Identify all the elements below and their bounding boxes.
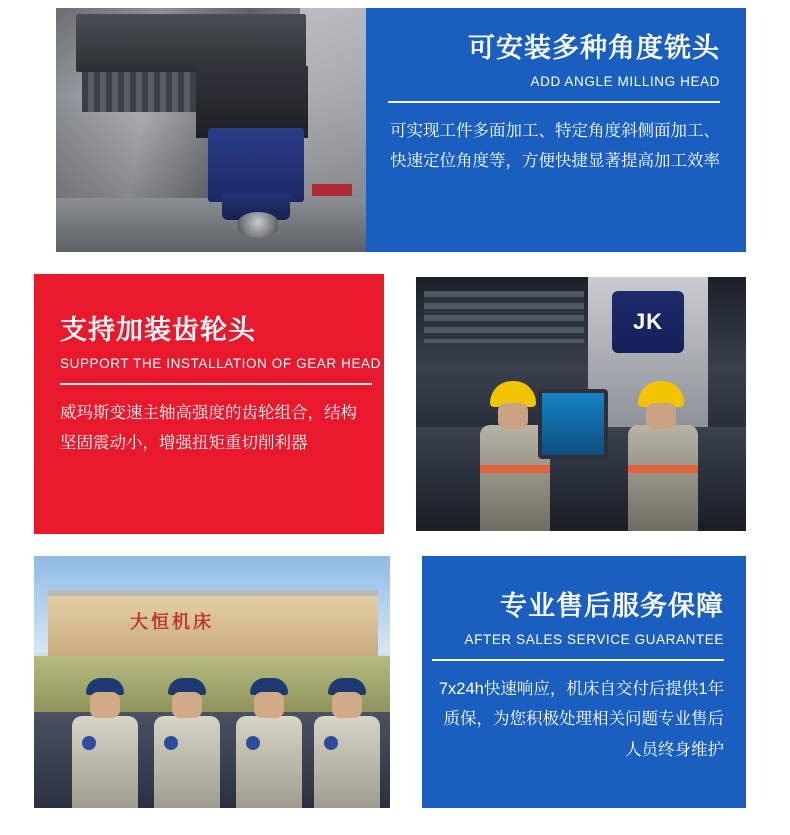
uniform [154, 716, 220, 808]
section-title-cn: 专业售后服务保障 [500, 591, 724, 621]
machine-crossbeam [76, 14, 306, 72]
section-body-cn: 可实现工件多面加工、特定角度斜侧面加工、快速定位角度等，方便快捷显著提高加工效率 [390, 121, 720, 171]
control-panel-screen [538, 389, 608, 459]
machine-rail [424, 291, 584, 343]
section-title-cn: 支持加装齿轮头 [60, 315, 256, 345]
uniform [314, 716, 380, 808]
worker-right [626, 381, 704, 531]
company-badge-icon [82, 736, 96, 750]
factory-sign-text: 大恒机床 [130, 612, 214, 632]
team-member [232, 678, 306, 808]
section-after-sales [34, 556, 746, 808]
angle-milling-head [208, 128, 304, 202]
section-title-en: ADD ANGLE MILLING HEAD [530, 73, 720, 89]
worker-uniform [628, 425, 698, 531]
team-member [68, 678, 142, 808]
floor-marking [312, 184, 352, 196]
section-title-en: AFTER SALES SERVICE GUARANTEE [464, 631, 724, 647]
workshop-floor [56, 198, 366, 252]
title-divider [388, 101, 720, 103]
section-body-cn: 威玛斯变速主轴高强度的齿轮组合，结构坚固震动小，增强扭矩重切削利器 [60, 403, 357, 453]
photo-gear-head-operation [416, 277, 746, 531]
text-panel-angle-milling-head [366, 8, 746, 252]
member-face [172, 692, 202, 718]
uniform-stripe [480, 465, 550, 473]
photo-service-team [34, 556, 390, 808]
title-divider [60, 383, 372, 385]
tool-holder [238, 212, 278, 238]
machine-logo: JK [612, 291, 684, 353]
text-panel-gear-head [34, 274, 384, 534]
title-divider [432, 659, 724, 661]
worker-face [646, 403, 676, 429]
uniform-stripe [628, 465, 698, 473]
uniform [236, 716, 302, 808]
photo-background-wall [300, 8, 366, 208]
team-member [150, 678, 224, 808]
company-badge-icon [324, 736, 338, 750]
section-title-en: SUPPORT THE INSTALLATION OF GEAR HEAD [60, 355, 382, 371]
machine-guard-grid [82, 72, 202, 112]
company-badge-icon [164, 736, 178, 750]
section-gear-head [34, 274, 746, 534]
team-member [310, 678, 384, 808]
member-face [332, 692, 362, 718]
section-angle-milling-head [56, 8, 746, 252]
member-face [254, 692, 284, 718]
photo-angle-milling-head [56, 8, 366, 252]
uniform [72, 716, 138, 808]
section-title-cn: 可安装多种角度铣头 [468, 33, 720, 63]
company-badge-icon [246, 736, 260, 750]
text-panel-after-sales [422, 556, 746, 808]
section-body-cn: 7x24h快速响应，机床自交付后提供1年质保，为您积极处理相关问题专业售后人员终身维护 [438, 679, 724, 759]
member-face [90, 692, 120, 718]
worker-face [498, 403, 528, 429]
